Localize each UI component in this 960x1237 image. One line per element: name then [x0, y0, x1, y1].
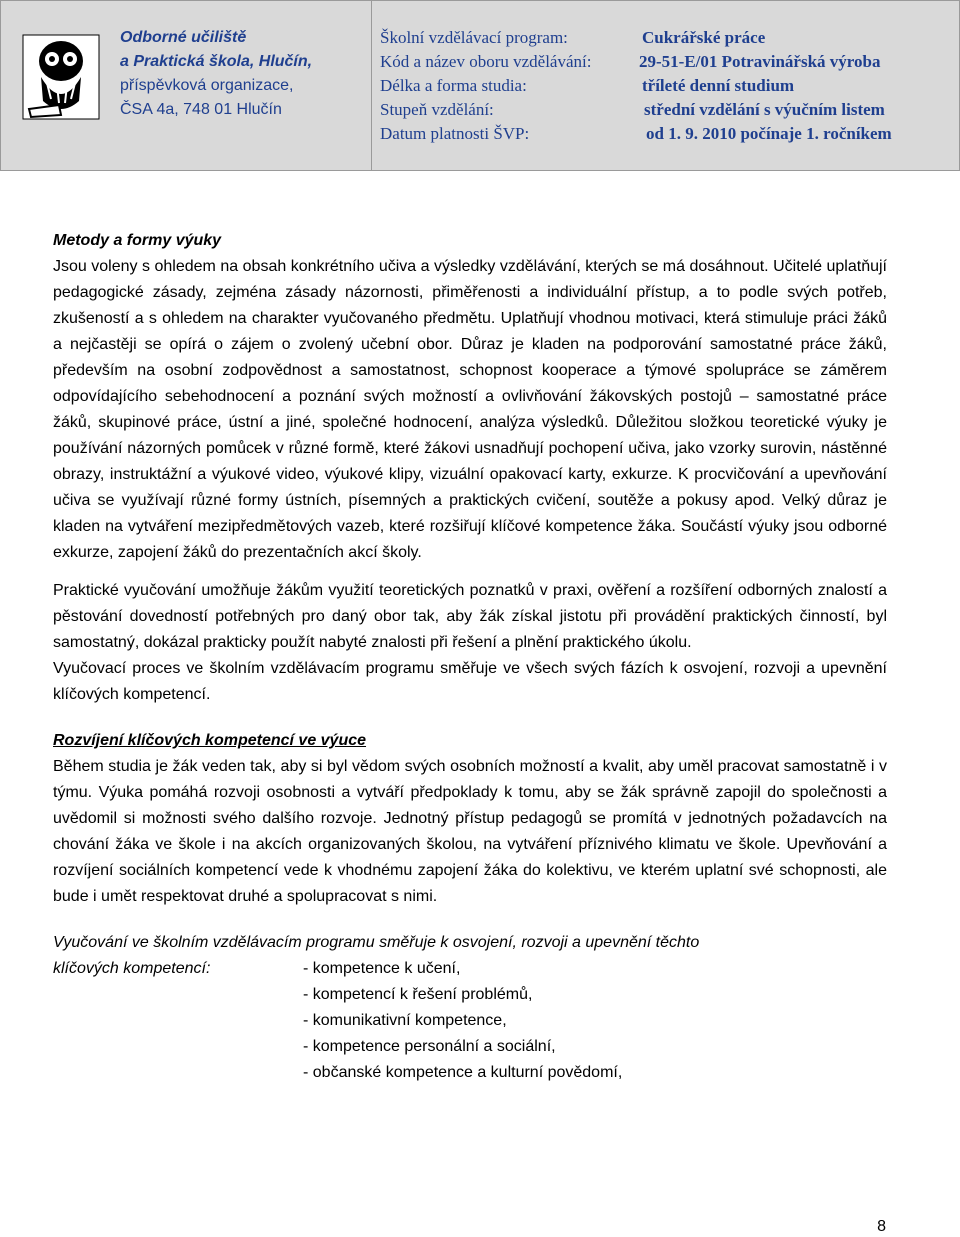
school-name-line: Odborné učiliště: [120, 29, 247, 46]
paragraph-gap: [53, 708, 887, 728]
program-info-value: Cukrářské práce: [642, 28, 766, 47]
program-info-value: 29-51-E/01 Potravinářská výroba: [639, 52, 881, 71]
list-item: - občanské kompetence a kulturní povědomí,: [303, 1064, 623, 1081]
list-item: - kompetencí k řešení problémů,: [303, 986, 533, 1003]
body-paragraph: Praktické vyučování umožňuje žákům využití teoretických poznatků v praxi, ověření a rozšíření odborných znalostí a pěstování dovedností potřebných pro daný obor tak, aby žák získal jistotu při provádění praktických činností, byl samostatný, dokázal prakticky použít nabyté znalosti při řešení a plnění praktického úkolu.: [53, 582, 887, 651]
school-name-line: a Praktická škola, Hlučín,: [120, 53, 313, 70]
paragraph-gap: [53, 910, 887, 930]
section-heading-methods: Metody a formy výuky: [53, 232, 222, 249]
program-info-value: střední vzdělání s výučním listem: [644, 100, 885, 119]
list-item: - kompetence k učení,: [303, 960, 461, 977]
list-item: - komunikativní kompetence,: [303, 1012, 507, 1029]
program-info-value: tříleté denní studium: [642, 76, 795, 95]
paragraph-gap: [53, 566, 887, 578]
section-heading-competences: Rozvíjení klíčových kompetencí ve výuce: [53, 732, 367, 749]
competences-intro: Vyučování ve školním vzdělávacím programu směřuje k osvojení, rozvoji a upevnění těchto: [53, 934, 700, 951]
program-info-label: Stupeň vzdělání:: [380, 100, 494, 119]
page-number: 8: [877, 1218, 886, 1235]
program-info-label: Délka a forma studia:: [380, 76, 527, 95]
school-address: ČSA 4a, 748 01 Hlučín: [120, 101, 282, 118]
document-header: [0, 0, 960, 171]
school-name-line: příspěvková organizace,: [120, 77, 294, 94]
program-info-label: Školní vzdělávací program:: [380, 28, 568, 47]
competences-list: [303, 956, 622, 1086]
school-name: [120, 26, 312, 122]
school-logo-owl-icon: [21, 31, 101, 123]
body-paragraph: Jsou voleny s ohledem na obsah konkrétního učiva a výsledky vzdělávání, kterých se má dosáhnout. Učitelé uplatňují pedagogické zásady, zejména zásady názornosti, přiměřenosti a individuální přístup, a to podle svých potřeb, zkušeností a s ohledem na charakter vyučovaného předmětu. Uplatňují vhodnou motivaci, která stimuluje práci žáků a nejčastěji se opírá o zájem o zvolený učební obor. Důraz je kladen na podporování samostatné práce žáků, především na osobní zodpovědnost a samostatnost, schopnost kooperace a týmové spolupráce se záměrem odpovídajícího sebehodnocení a poznání svých možností a ovlivňování žákovských postojů – samostatné práce žáků, skupinové práce, ústní a jiné, společné hodnocení, analýza výsledků. Důležitou složkou teoretické výuky je používání názorných pomůcek v různé formě, které žákovi usnadňují pochopení učiva, jako vzorky surovin, nástěnné obrazy, instruktážní a výukové video, výukové klipy, vizuální opakovací karty, exkurze. K procvičování a upevňování učiva se využívají různé formy ústních, písemných a praktických cvičení, soutěže a pokusy apod. Velký důraz je kladen na vytváření mezipředmětových vazeb, které rozšiřují klíčové kompetence žáka. Součástí výuky jsou odborné exkurze, zapojení žáků do prezentačních akcí školy.: [53, 258, 887, 561]
program-info-value: od 1. 9. 2010 počínaje 1. ročníkem: [646, 124, 892, 143]
body-paragraph: Během studia je žák veden tak, aby si byl vědom svých osobních možností a kvalit, aby uměl pracovat samostatně i v týmu. Výuka pomáhá rozvoji osobnosti a vytváří předpoklady k tomu, aby se žák správně zapojil do společnosti a uvědomil si možnosti svého dalšího rozvoje. Jednotný přístup pedagogů se promítá v jednotných požadavcích na chování žáka ve škole i na akcích organizovaných školou, na vytváření příznivého klimatu ve škole. Upevňování a rozvíjení sociálních kompetencí vede k vhodnému zapojení žáka do kolektivu, ve kterém uplatní své schopnosti, ale bude i umět respektovat druhé a spolupracovat s nimi.: [53, 758, 887, 905]
body-paragraph: Vyučovací proces ve školním vzdělávacím programu směřuje ve všech svých fázích k osvojení, rozvoji a upevnění klíčových kompetencí.: [53, 660, 887, 703]
competences-block: [53, 956, 887, 1086]
program-info-label: Kód a název oboru vzdělávání:: [380, 52, 592, 71]
document-body: [53, 228, 887, 1086]
competences-intro-label: klíčových kompetencí:: [53, 960, 211, 977]
list-item: - kompetence personální a sociální,: [303, 1038, 556, 1055]
program-info-label: Datum platnosti ŠVP:: [380, 124, 530, 143]
header-divider: [371, 1, 372, 170]
